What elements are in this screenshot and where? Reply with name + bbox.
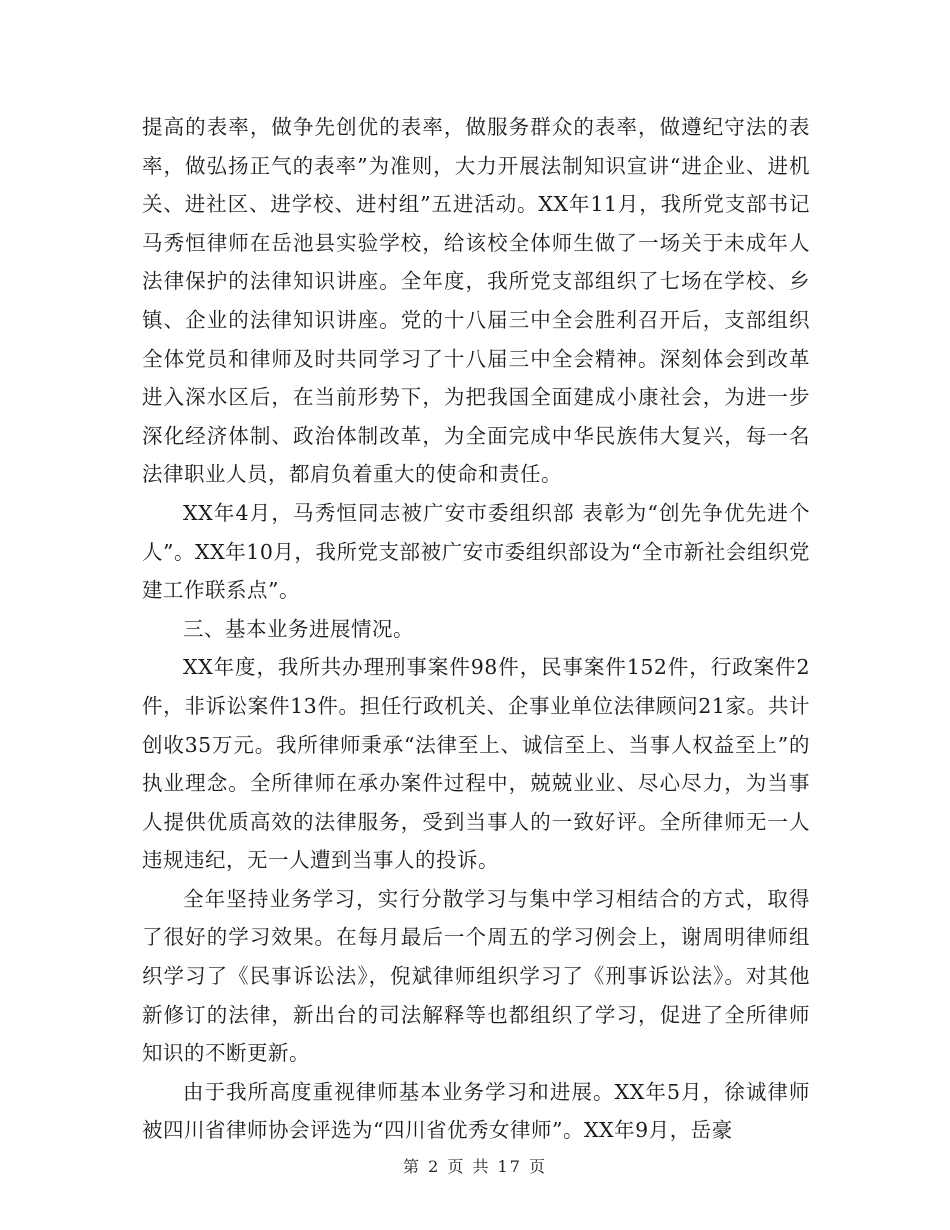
paragraph-case-statistics: XX年度，我所共办理刑事案件98件，民事案件152件，行政案件2件，非诉讼案件13件。担任行政机关、企事业单位法律顾问21家。共计创收35万元。我所律师秉承“法律至上、诚信至上、当事人权益至上”的执业理念。全所律师在承办案件过程中，兢兢业业、尽心尽力，为当事人提供优质高效的法律服务，受到当事人的一致好评。全所律师无一人违规违纪，无一人遭到当事人的投诉。 <box>142 655 810 873</box>
page-number-footer: 第 2 页 共 17 页 <box>403 1157 547 1176</box>
paragraph-commendation: XX年4月，马秀恒同志被广安市委组织部 表彰为“创先争优先进个人”。XX年10月，我所党支部被广安市委组织部设为“全市新社会组织党建工作联系点”。 <box>142 500 810 603</box>
document-body <box>142 108 810 1150</box>
section-heading-business: 三、基本业务进展情况。 <box>183 616 414 641</box>
paragraph-study: 全年坚持业务学习，实行分散学习与集中学习相结合的方式，取得了很好的学习效果。在每月最后一个周五的学习例会上，谢周明律师组织学习了《民事诉讼法》，倪斌律师组织学习了《刑事诉讼法》。对其他新修订的法律，新出台的司法解释等也都组织了学习，促进了全所律师知识的不断更新。 <box>142 886 810 1066</box>
paragraph-continuation: 提高的表率，做争先创优的表率，做服务群众的表率，做遵纪守法的表率，做弘扬正气的表率”为准则，大力开展法制知识宣讲“进企业、进机关、进社区、进学校、进村组”五进活动。XX年11月，我所党支部书记马秀恒律师在岳池县实验学校，给该校全体师生做了一场关于未成年人法律保护的法律知识讲座。全年度，我所党支部组织了七场在学校、乡镇、企业的法律知识讲座。党的十八届三中全会胜利召开后，支部组织全体党员和律师及时共同学习了十八届三中全会精神。深刻体会到改革进入深水区后，在当前形势下，为把我国全面建成小康社会，为进一步深化经济体制、政治体制改革，为全面完成中华民族伟大复兴，每一名法律职业人员，都肩负着重大的使命和责任。 <box>142 115 810 487</box>
paragraph-awards: 由于我所高度重视律师基本业务学习和进展。XX年5月，徐诚律师被四川省律师协会评选为“四川省优秀女律师”。XX年9月，岳豪 <box>142 1079 810 1143</box>
